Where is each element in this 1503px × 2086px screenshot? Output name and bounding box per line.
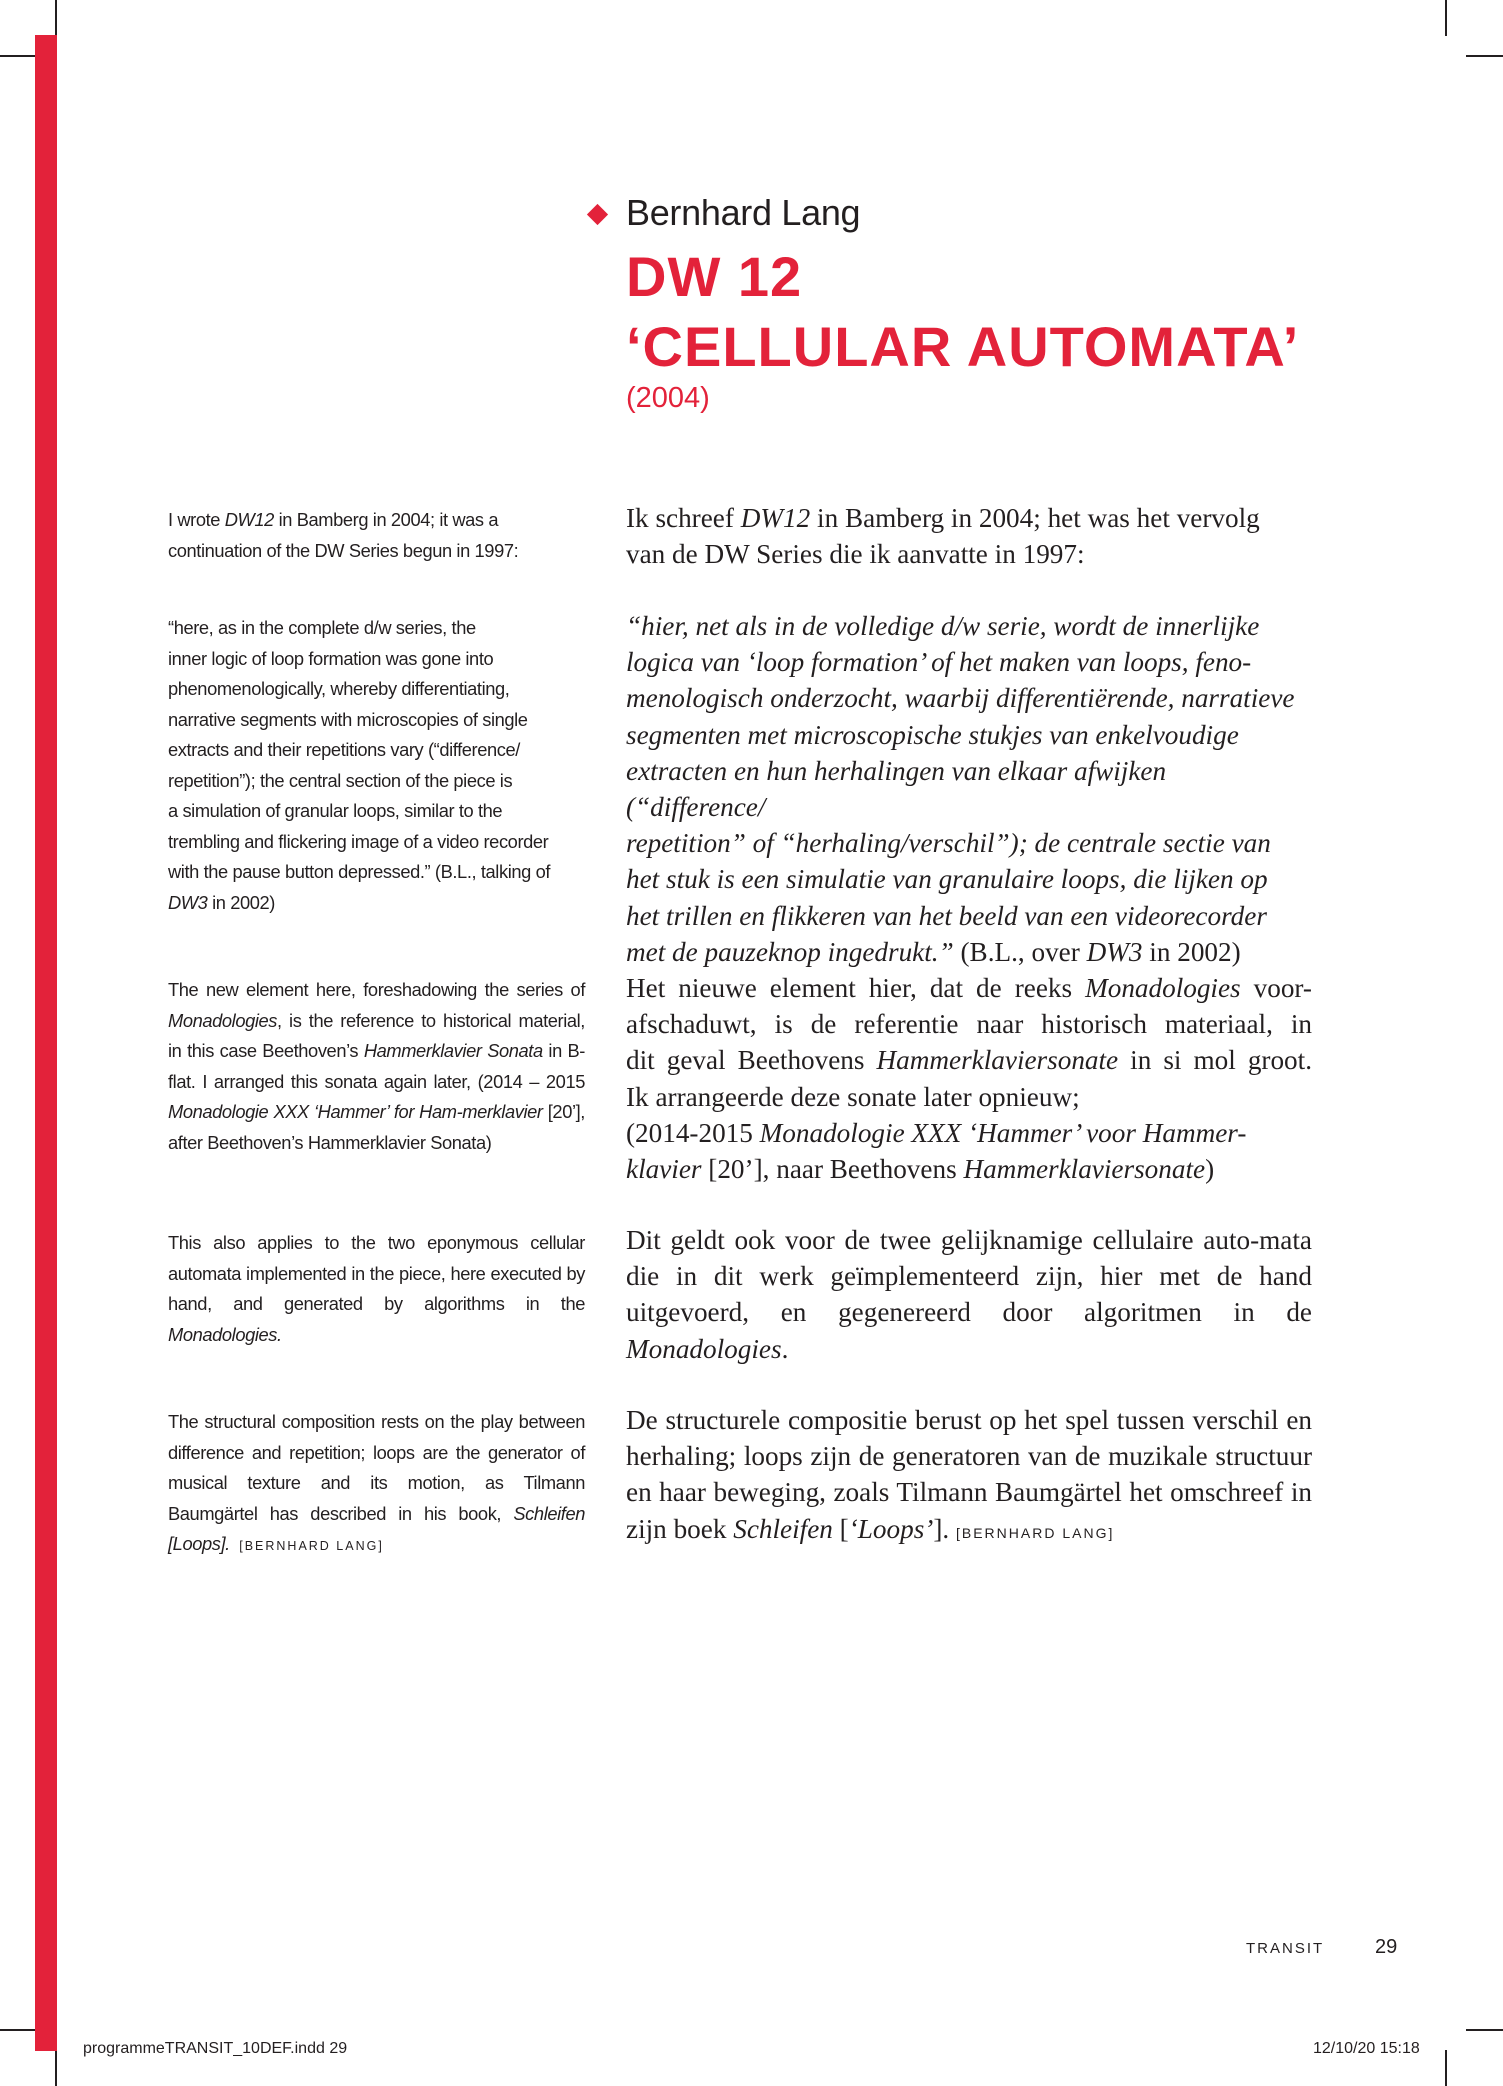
crop-mark (1445, 0, 1447, 36)
dutch-paragraph-5: De structurele compositie berust op het spel tussen verschil en herhaling; loops zijn de generatoren van de muzikale structuur en haar beweging, zoals Tilmann Baumgärtel het omschreef in zijn boek Schleifen [‘Loops’]. [BERNHARD LANG] (626, 1405, 1312, 1544)
slug-date-info: 12/10/20 15:18 (1313, 2040, 1420, 2057)
dutch-paragraph-3: Het nieuwe element hier, dat de reeks Monadologies voor- afschaduwt, is de referentie naar historisch materiaal, in dit geval Beethovens Hammerklaviersonate in si mol groot. Ik arrangeerde deze sonate later opnieuw; (2014-2015 Monadologie XXX ‘Hammer’ voor Hammer- klavier [20’], naar Beethovens Hammerklaviersonate) (626, 973, 1313, 1185)
english-paragraph-3: The new element here, foreshadowing the series of Monadologies, is the reference to historical material, in this case Beethoven’s Hammerklavier Sonata in B-flat. I arranged this sonata again later, (2014 – 2015 Monadologie XXX ‘Hammer’ for Ham-merklavier [20’], after Beethoven’s Hammerklavier Sonata) (168, 979, 585, 1153)
crop-mark (1445, 2050, 1447, 2086)
english-paragraph-2: “here, as in the complete d/w series, the inner logic of loop formation was gone into phenomenologically, whereby differentiating, narrative segments with microscopies of single extracts and their repetitions vary (“difference/ repetition”); the central section of the piece is a simulation of granular loops, similar to the trembling and flickering image of a video recorder with the pause button depressed.” (B.L., talking of DW3 in 2002) (168, 617, 551, 913)
work-title-line-1: DW 12 (626, 245, 803, 308)
work-year: (2004) (626, 382, 710, 414)
signature: [BERNHARD LANG] (955, 1524, 1115, 1541)
crop-mark (0, 55, 36, 57)
dutch-paragraph-4: Dit geldt ook voor de twee gelijknamige cellulaire auto-mata die in dit werk geïmplementeerd zijn, hier met de hand uitgevoerd, en gegenereerd door algoritmen in de Monadologies. (626, 1225, 1312, 1364)
english-paragraph-1: I wrote DW12 in Bamberg in 2004; it was a continuation of the DW Series begun in 1997: (168, 509, 519, 561)
composer-name: Bernhard Lang (626, 192, 861, 233)
english-paragraph-4: This also applies to the two eponymous cellular automata implemented in the piece, here executed by hand, and generated by algorithms in the Monadologies. (168, 1232, 585, 1345)
work-title-line-2: ‘CELLULAR AUTOMATA’ (626, 315, 1300, 378)
english-paragraph-5: The structural composition rests on the play between difference and repetition; loops are the generator of musical texture and its motion, as Tilmann Baumgärtel has described in his book, Schleifen [Loops]. [BERNHARD LANG] (168, 1411, 585, 1554)
crop-mark (55, 0, 57, 36)
crop-mark (1466, 55, 1503, 57)
signature: [BERNHARD LANG] (239, 1539, 384, 1553)
dutch-paragraph-2: “hier, net als in de volledige d/w serie, wordt de innerlijke logica van ‘loop formation’ of het maken van loops, feno- menologisch onderzocht, waarbij differentiërende, narratieve segmenten met microscopische stukjes van enkelvoudige extracten en hun herhalingen van elkaar afwijken (“difference/ repetition” of “herhaling/verschil”); de centrale sectie van het stuk is een simulatie van granulaire loops, die lijken op het trillen en flikkeren van het beeld van een videorecorder met de pauzeknop ingedrukt.” (B.L., over DW3 in 2002) (626, 611, 1295, 967)
crop-mark (0, 2029, 36, 2031)
dutch-paragraph-1: Ik schreef DW12 in Bamberg in 2004; het was het vervolg van de DW Series die ik aanvatte in 1997: (626, 503, 1260, 570)
slug-file-info: programmeTRANSIT_10DEF.indd 29 (83, 2040, 348, 2057)
crop-mark (1466, 2029, 1503, 2031)
running-footer-title: TRANSIT (1246, 1940, 1325, 1957)
red-bleed-bar (35, 35, 57, 2051)
crop-mark (55, 2050, 57, 2086)
page-number: 29 (1375, 1936, 1398, 1958)
red-diamond-icon (587, 204, 608, 225)
